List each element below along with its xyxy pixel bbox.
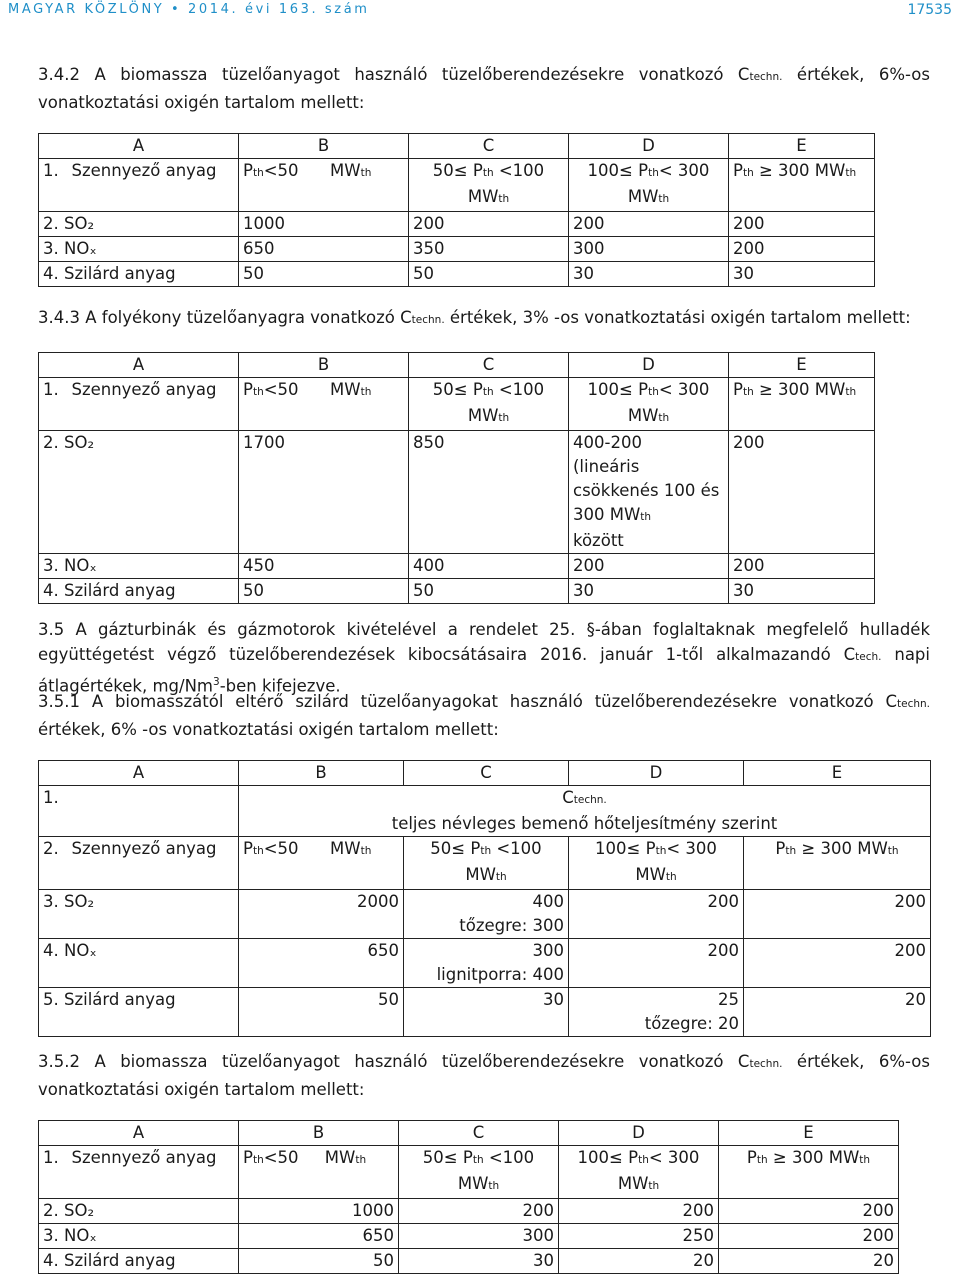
page-number: 17535 xyxy=(907,2,952,18)
journal-title: MAGYAR KÖZLÖNY • 2014. évi 163. szám xyxy=(8,2,370,17)
table-row: A B C D E xyxy=(39,761,931,786)
table-3-4-3 xyxy=(38,352,875,604)
table-row: A B C D E xyxy=(39,353,875,378)
table-row: 4. Szilárd anyag 50 30 20 20 xyxy=(39,1249,899,1274)
table-row: 1. Ctechn. teljes névleges bemenő hőteljesítmény szerint xyxy=(39,786,931,837)
section-3-5-paragraph: 3.5 A gázturbinák és gázmotorok kivételével a rendelet 25. §-ában foglaltaknak megfelelő hulladék együttégetést végző tüzelőberendezések kibocsátásaira 2016. január 1-től alkalmazandó Ctech. napi átlagértékek, mg/Nm$^3$-ben kifejezve. xyxy=(38,620,930,696)
section-3-4-3-heading: 3.4.3 A folyékony tüzelőanyagra vonatkozó Ctechn. értékek, 3% -os vonatkoztatási oxigén tartalom mellett: xyxy=(38,308,911,327)
table-row: 4. Szilárd anyag 50 50 30 30 xyxy=(39,262,875,287)
table-row: 2. SO₂ 1000 200 200 200 xyxy=(39,212,875,237)
section-3-5-2-heading: 3.5.2 A biomassza tüzelőanyagot használó tüzelőberendezésekre vonatkozó Ctechn. értékek, 6%-os vonatkoztatási oxigén tartalom mellett: xyxy=(38,1052,930,1099)
table-row: 5. Szilárd anyag 50 30 25 tőzegre: 20 20 xyxy=(39,988,931,1037)
page-header xyxy=(0,2,960,22)
table-row: 3. NOₓ 650 350 300 200 xyxy=(39,237,875,262)
table-row: 2. SO₂ 1700 850 400-200 (lineáris csökkenés 100 és 300 MWth között 200 xyxy=(39,431,875,554)
table-row: 3. NOₓ 650 300 250 200 xyxy=(39,1224,899,1249)
table-3-4-2 xyxy=(38,133,875,287)
table-3-5-1 xyxy=(38,760,931,1037)
table-row: 3. SO₂ 2000 400 tőzegre: 300 200 200 xyxy=(39,890,931,939)
table-3-5-2 xyxy=(38,1120,899,1274)
table-row: A B C D E xyxy=(39,134,875,159)
table-row: 4. NOₓ 650 300 lignitporra: 400 200 200 xyxy=(39,939,931,988)
table-row: 2. Szennyező anyag Pth<50 MWth 50≤ Pth <100 MWth 100≤ Pth< 300 MWth Pth ≥ 300 MWth xyxy=(39,837,931,890)
table-row: 4. Szilárd anyag 50 50 30 30 xyxy=(39,579,875,604)
section-3-4-2-heading: 3.4.2 A biomassza tüzelőanyagot használó tüzelőberendezésekre vonatkozó Ctechn. értékek, 6%-os vonatkoztatási oxigén tartalom mellett: xyxy=(38,65,930,112)
table-row: 1. Szennyező anyag Pth<50 MWth 50≤ Pth <100 MWth 100≤ Pth< 300 MWth Pth ≥ 300 MWth xyxy=(39,1146,899,1199)
section-3-5-1-heading: 3.5.1 A biomasszától eltérő szilárd tüzelőanyagokat használó tüzelőberendezésekre vonatkozó Ctechn. értékek, 6% -os vonatkoztatási oxigén tartalom mellett: xyxy=(38,692,930,739)
table-row: 2. SO₂ 1000 200 200 200 xyxy=(39,1199,899,1224)
table-row: 3. NOₓ 450 400 200 200 xyxy=(39,554,875,579)
table-row: A B C D E xyxy=(39,1121,899,1146)
table-row: 1. Szennyező anyag Pth<50 MWth 50≤ Pth <100 MWth 100≤ Pth< 300 MWth Pth ≥ 300 MWth xyxy=(39,159,875,212)
table-row: 1. Szennyező anyag Pth<50 MWth 50≤ Pth <100 MWth 100≤ Pth< 300 MWth Pth ≥ 300 MWth xyxy=(39,378,875,431)
